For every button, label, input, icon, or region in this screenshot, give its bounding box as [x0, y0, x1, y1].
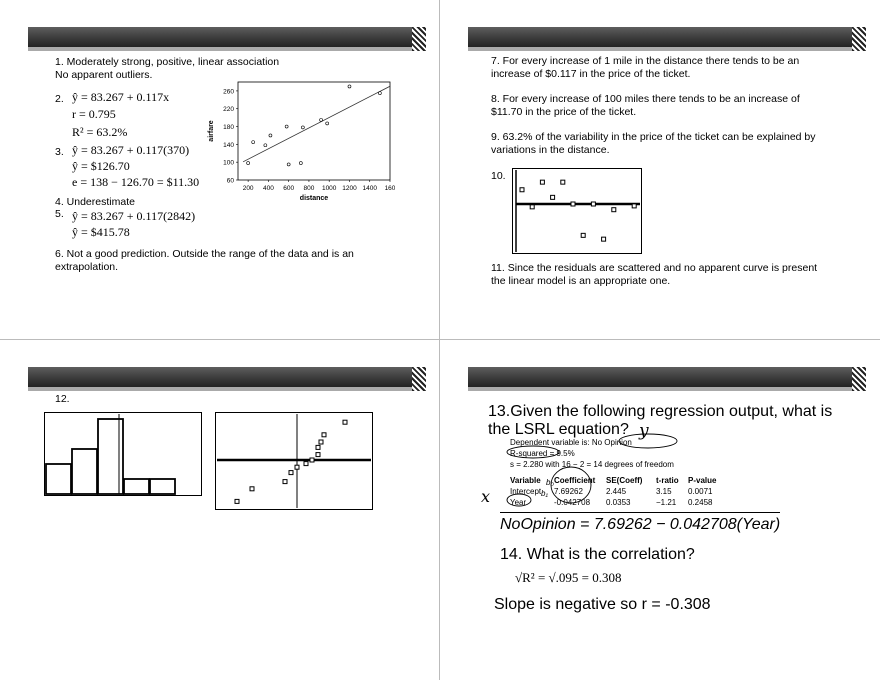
dependent-variable: Dependent variable is: No Opinion [510, 438, 632, 447]
y-tick-label: 100 [223, 159, 234, 167]
table-row-cell: 0.2458 [688, 498, 713, 507]
handwritten-y: y [639, 421, 649, 441]
data-point [269, 134, 272, 137]
data-point [252, 141, 255, 144]
residual-point [571, 202, 575, 206]
circle-coefficients [551, 467, 591, 503]
y-tick-label: 60 [226, 177, 234, 185]
item-5-yhat: ŷ = $415.78 [72, 225, 130, 239]
correlation-equation: √R² = √.095 = 0.308 [515, 570, 622, 585]
y-tick-label: 180 [223, 124, 234, 132]
residual-point [530, 205, 534, 209]
item-8-line-2: $11.70 in the price of the ticket. [491, 106, 637, 118]
data-point [320, 118, 323, 121]
x-tick-label: 1400 [362, 185, 377, 192]
histogram-bar [124, 479, 149, 494]
table-header-cell: Variable [510, 476, 541, 485]
normal-plot-point [304, 462, 308, 466]
table-row-cell: 7.69262 [554, 487, 583, 496]
slide-3 [0, 340, 440, 680]
handwritten-b1: b₁ [541, 489, 548, 498]
normal-plot-point [319, 440, 323, 444]
y-tick-label: 220 [223, 106, 234, 114]
slide-4 [440, 340, 880, 680]
data-point [287, 163, 290, 166]
data-point [299, 162, 302, 165]
normal-plot-point [343, 420, 347, 424]
y-tick-label: 140 [223, 141, 234, 149]
table-header-cell: SE(Coeff) [606, 476, 643, 485]
item-10: 10. [491, 170, 506, 182]
item-2-r-squared: R² = 63.2% [72, 125, 128, 139]
normal-plot-point [316, 453, 320, 457]
item-4: 4. Underestimate [55, 196, 135, 208]
x-tick-label: 200 [242, 185, 254, 192]
circle-r-squared [507, 446, 559, 458]
normal-plot-point [283, 480, 287, 484]
item-2-r: r = 0.795 [72, 107, 116, 121]
residual-point [632, 204, 636, 208]
circle-year [507, 494, 531, 506]
lsrl-equation: NoOpinion = 7.69262 − 0.042708(Year) [500, 512, 780, 535]
normal-plot-point [235, 499, 239, 503]
normal-plot-point [310, 458, 314, 462]
residual-histogram [44, 412, 202, 496]
item-8-line-1: 8. For every increase of 100 miles there tends to be an increase of [491, 93, 800, 105]
residual-point [561, 180, 565, 184]
normal-plot-point [295, 465, 299, 469]
residual-point [591, 202, 595, 206]
slide-header-bar [468, 367, 856, 391]
histogram-bar [72, 449, 97, 494]
item-6-line-1: 6. Not a good prediction. Outside the range of the data and is an [55, 248, 354, 260]
x-tick-label: 160 [384, 185, 395, 192]
x-axis-label: distance [299, 195, 329, 202]
table-row-cell: Year [510, 498, 527, 507]
y-tick-label: 260 [223, 88, 234, 96]
data-point [326, 122, 329, 125]
y-axis-label: airfare [208, 120, 215, 142]
item-3-residual: e = 138 − 126.70 = $11.30 [72, 175, 200, 189]
x-tick-label: 1000 [321, 185, 337, 192]
table-header-cell: t-ratio [656, 476, 679, 485]
histogram-bar [46, 464, 71, 494]
residual-point [581, 233, 585, 237]
x-tick-label: 600 [283, 185, 295, 192]
slide-header-bar [468, 27, 856, 51]
normal-plot-point [250, 487, 254, 491]
item-3-number: 3. [55, 146, 64, 158]
item-3-yhat: ŷ = $126.70 [72, 159, 130, 173]
item-2-number: 2. [55, 93, 64, 105]
slide-2 [440, 0, 880, 340]
residual-plot [512, 168, 642, 254]
residual-point [602, 237, 606, 241]
x-tick-label: 800 [303, 185, 315, 192]
table-row-cell: 2.445 [606, 487, 627, 496]
x-tick-label: 400 [262, 185, 274, 192]
residual-point [520, 188, 524, 192]
table-row-cell: 3.15 [656, 487, 672, 496]
r-squared-output: R-squared = 9.5% [510, 449, 575, 458]
table-header-cell: Coefficient [554, 476, 596, 485]
data-point [247, 162, 250, 165]
handwritten-b0: b₀ [546, 478, 554, 487]
handwritten-annotations [485, 421, 715, 515]
table-row-cell: −1.21 [656, 498, 677, 507]
slide-1 [0, 0, 440, 340]
airfare-distance-scatterplot [205, 80, 395, 205]
item-1-line-2: No apparent outliers. [55, 69, 153, 81]
data-point [348, 85, 351, 88]
normal-plot-point [289, 471, 293, 475]
table-header-cell: P-value [688, 476, 717, 485]
table-row-cell: -0.042708 [554, 498, 591, 507]
item-9-line-2: variations in the distance. [491, 144, 610, 156]
data-point [264, 144, 267, 147]
handwritten-x: x [481, 487, 491, 506]
item-12: 12. [55, 393, 70, 405]
histogram-bar [150, 479, 175, 494]
residual-point [612, 208, 616, 212]
table-row-cell: Intercept [510, 487, 542, 496]
data-point [285, 125, 288, 128]
item-11-line-2: the linear model is an appropriate one. [491, 275, 671, 287]
item-11-line-1: 11. Since the residuals are scattered and no apparent curve is present [491, 262, 818, 274]
question-14: 14. What is the correlation? [500, 546, 695, 563]
normal-plot-point [322, 433, 326, 437]
item-6-line-2: extrapolation. [55, 261, 119, 273]
data-point [378, 92, 381, 95]
slope-note: Slope is negative so r = -0.308 [494, 596, 711, 613]
item-2-equation: ŷ = 83.267 + 0.117x [72, 90, 170, 104]
normal-probability-plot [215, 412, 373, 510]
residual-point [540, 180, 544, 184]
question-13-line-1: 13.Given the following regression output, what is [488, 403, 833, 420]
item-9-line-1: 9. 63.2% of the variability in the price of the ticket can be explained by [491, 131, 816, 143]
residual-point [551, 195, 555, 199]
x-tick-label: 1200 [342, 185, 357, 192]
item-1-line-1: 1. Moderately strong, positive, linear association [55, 56, 280, 68]
data-point [301, 126, 304, 129]
slide-header-bar [28, 27, 416, 51]
table-row-cell: 0.0071 [688, 487, 713, 496]
table-row-cell: 0.0353 [606, 498, 631, 507]
item-7-line-2: increase of $0.117 in the price of the ticket. [491, 68, 691, 80]
s-degrees-of-freedom: s = 2.280 with 16 − 2 = 14 degrees of freedom [510, 460, 674, 469]
item-5-equation: ŷ = 83.267 + 0.117(2842) [72, 209, 196, 223]
item-5-number: 5. [55, 208, 64, 220]
slide-header-bar [28, 367, 416, 391]
item-7-line-1: 7. For every increase of 1 mile in the distance there tends to be an [491, 55, 800, 67]
normal-plot-point [316, 445, 320, 449]
item-3-equation: ŷ = 83.267 + 0.117(370) [72, 143, 190, 157]
question-13-line-2: the LSRL equation? [488, 421, 629, 438]
regression-line [243, 86, 390, 162]
